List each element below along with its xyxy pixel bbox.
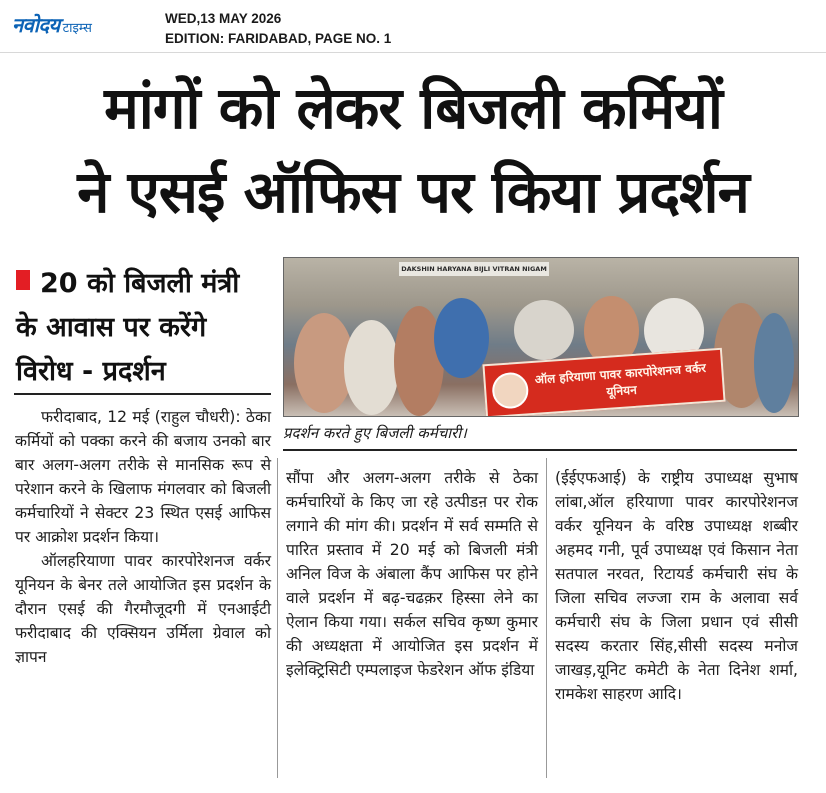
column-2-text: सौंपा और अलग-अलग तरीके से ठेका कर्मचारियों के किए जा रहे उत्पीडऩ पर रोक लगाने की मांग की। प्रदर्शन में सर्व सम्मति से पारित प्रस्ताव में 20 मई को बिजली मंत्री अनिल विज के अंबाला कैंप आफिस पर होने वाले प्रदर्शन में बढ़-चढक़र हिस्सा लेने का ऐलान किया गया। सर्कल सचिव कृष्ण कुमार की अध्यक्षता में आयोजित इस प्रदर्शन में इलेक्ट्रिसिटी एम्पलाइज फेडरेशन ऑफ इंडिया — [286, 469, 538, 679]
photo-person — [514, 300, 574, 360]
photo-person — [344, 320, 399, 415]
column-divider-2 — [546, 458, 547, 778]
union-banner-text: ऑल हरियाणा पावर कारपोरेशनज वर्कर यूनियन — [534, 360, 707, 399]
column-divider-1 — [277, 458, 278, 778]
union-banner — [482, 348, 725, 417]
subheadline-line-3: विरोध - प्रदर्शन — [16, 356, 166, 387]
column-1-paragraph-1: फरीदाबाद, 12 मई (राहुल चौधरी): ठेका कर्मियों को पक्का करने की बजाय उनको बार बार अलग-अलग तरीके से मानसिक रूप से परेशान करने के खिलाफ मंगलवार को बिजली कर्मचारियों ने सेक्टर 23 स्थित एसई आफिस पर आक्रोश प्रदर्शन किया। — [15, 408, 271, 546]
masthead-bar — [0, 0, 826, 53]
column-1-paragraph-2: ऑलहरियाणा पावर कारपोरेशनज वर्कर यूनियन के बेनर तले आयोजित इस प्रदर्शन के दौरान एसई की गैरमौजूदगी में एनआईटी फरीदाबाद की एक्सियन उर्मिला ग्रेवाल को ज्ञापन — [15, 552, 271, 666]
edition-line: EDITION: FARIDABAD, PAGE NO. 1 — [165, 31, 392, 46]
logo-sub-text: टाइम्स — [62, 21, 92, 36]
column-3-text: (ईईएफआई) के राष्ट्रीय उपाध्यक्ष सुभाष लांबा,ऑल हरियाणा पावर कारपोरेशनज वर्कर यूनियन के वरिष्ठ उपाध्यक्ष शब्बीर अहमद गनी, पूर्व उपाध्यक्ष एवं किसान नेता सतपाल नरवत, रिटायर्ड कर्मचारी संघ के जिला सचिव लज्जा राम के अलावा सर्व कर्मचारी संघ के जिला प्रधान एवं सीसी सदस्य करतार सिंह,सीसी सदस्य मनोज जाखड़,यूनिट कमेटी के नेता दिनेश शर्मा, रामकेश साहरण आदि। — [555, 469, 798, 703]
office-sign: DAKSHIN HARYANA BIJLI VITRAN NIGAM — [399, 262, 549, 276]
article-column-2 — [286, 466, 538, 682]
date-line: WED,13 MAY 2026 — [165, 11, 282, 26]
headline — [0, 66, 826, 234]
photo-person — [434, 298, 489, 378]
red-square-bullet-icon — [16, 270, 30, 290]
article-column-1 — [15, 405, 271, 669]
photo-person — [754, 313, 794, 413]
caption-divider — [283, 449, 797, 451]
subheadline-line-2: के आवास पर करेंगे — [16, 312, 207, 343]
subheadline-line-1: 20 को बिजली मंत्री — [40, 268, 240, 299]
headline-line-1: मांगों को लेकर बिजली कर्मियों — [104, 74, 722, 142]
logo-main-text: नवोदय — [12, 13, 60, 37]
photo-caption: प्रदर्शन करते हुए बिजली कर्मचारी। — [283, 424, 467, 442]
headline-line-2: ने एसई ऑफिस पर किया प्रदर्शन — [77, 158, 749, 226]
edition-info — [165, 9, 391, 49]
article-column-3 — [555, 466, 798, 706]
subheadline-divider — [14, 393, 271, 395]
news-photo — [283, 257, 799, 417]
newspaper-logo — [12, 11, 92, 35]
subheadline — [16, 262, 272, 394]
